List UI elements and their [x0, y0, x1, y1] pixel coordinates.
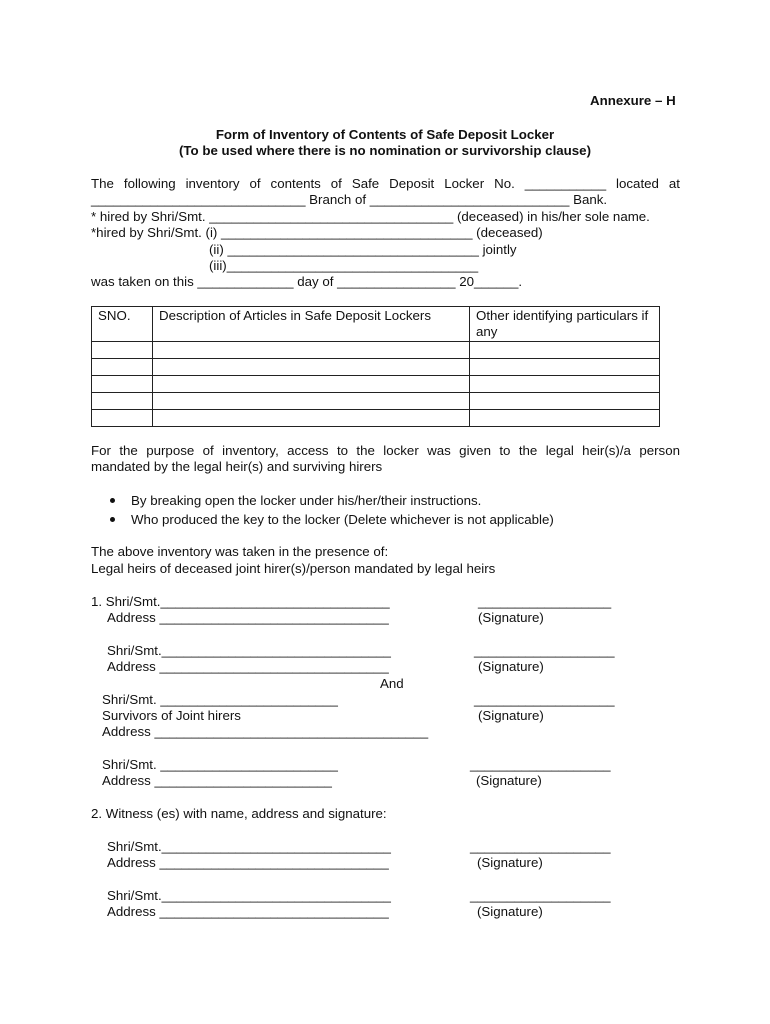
purpose-line-2: mandated by the legal heir(s) and surviving hirers	[91, 459, 383, 474]
table-cell[interactable]	[470, 342, 660, 359]
table-cell[interactable]	[92, 393, 153, 410]
survivor-2-address-field[interactable]: Address ________________________	[102, 773, 332, 788]
survivor-2-signature-line[interactable]: ___________________	[470, 757, 611, 772]
intro-line-5: (ii) __________________________________ jointly	[209, 242, 517, 257]
witness-1-address-field[interactable]: Address _______________________________	[107, 855, 389, 870]
intro-line-7: was taken on this _____________ day of ________________ 20______.	[91, 274, 523, 289]
header-sno: SNO.	[92, 307, 153, 342]
survivors-label: Survivors of Joint hirers	[102, 708, 241, 723]
intro-line-2: _____________________________ Branch of ___________________________ Bank.	[91, 192, 608, 207]
header-description: Description of Articles in Safe Deposit Lockers	[153, 307, 470, 342]
table-header-row	[92, 307, 660, 342]
survivor-1-signature-line[interactable]: ___________________	[474, 692, 615, 707]
table-cell[interactable]	[92, 359, 153, 376]
heir-2-address-field[interactable]: Address _______________________________	[107, 659, 389, 674]
witness-2-name-field[interactable]: Shri/Smt._______________________________	[107, 888, 391, 903]
table-row	[92, 393, 660, 410]
table-row	[92, 376, 660, 393]
presence-line-2: Legal heirs of deceased joint hirer(s)/person mandated by legal heirs	[91, 561, 496, 576]
heir-2-signature-label: (Signature)	[478, 659, 544, 674]
header-other-particulars: Other identifying particulars if any	[470, 307, 660, 342]
form-subtitle: (To be used where there is no nomination or survivorship clause)	[178, 143, 592, 158]
table-cell[interactable]	[92, 410, 153, 427]
witness-heading: 2. Witness (es) with name, address and signature:	[91, 806, 387, 821]
survivor-1-name-field[interactable]: Shri/Smt. ________________________	[102, 692, 338, 707]
intro-line-1: The following inventory of contents of Safe Deposit Locker No. ___________ located at	[91, 176, 680, 191]
survivor-2-signature-label: (Signature)	[476, 773, 542, 788]
table-cell[interactable]	[92, 342, 153, 359]
bullet-dot-icon	[110, 498, 115, 503]
witness-1-signature-line[interactable]: ___________________	[470, 839, 611, 854]
bullet-item-2: Who produced the key to the locker (Delete whichever is not applicable)	[131, 512, 554, 527]
inventory-table	[91, 306, 660, 427]
and-label: And	[380, 676, 404, 691]
survivor-1-address-field[interactable]: Address _____________________________________	[102, 724, 429, 739]
table-cell[interactable]	[153, 393, 470, 410]
table-cell[interactable]	[92, 376, 153, 393]
form-title: Form of Inventory of Contents of Safe Deposit Locker	[215, 127, 555, 142]
bullet-item-1: By breaking open the locker under his/her/their instructions.	[131, 493, 482, 508]
table-cell[interactable]	[153, 376, 470, 393]
intro-line-4: *hired by Shri/Smt. (i) __________________________________ (deceased)	[91, 225, 543, 240]
table-cell[interactable]	[153, 342, 470, 359]
heir-2-signature-line[interactable]: ___________________	[474, 643, 615, 658]
table-cell[interactable]	[470, 410, 660, 427]
heir-1-signature-line[interactable]: __________________	[478, 594, 612, 609]
witness-2-signature-line[interactable]: ___________________	[470, 888, 611, 903]
intro-line-3: * hired by Shri/Smt. _________________________________ (deceased) in his/her sole name.	[91, 209, 650, 224]
bullet-dot-icon	[110, 517, 115, 522]
purpose-line-1: For the purpose of inventory, access to the locker was given to the legal heir(s)/a person	[91, 443, 680, 458]
annexure-label: Annexure – H	[590, 93, 676, 108]
heir-2-name-field[interactable]: Shri/Smt._______________________________	[107, 643, 391, 658]
table-row	[92, 359, 660, 376]
witness-2-signature-label: (Signature)	[477, 904, 543, 919]
witness-1-name-field[interactable]: Shri/Smt._______________________________	[107, 839, 391, 854]
witness-1-signature-label: (Signature)	[477, 855, 543, 870]
table-row	[92, 342, 660, 359]
table-cell[interactable]	[153, 410, 470, 427]
survivor-1-signature-label: (Signature)	[478, 708, 544, 723]
witness-2-address-field[interactable]: Address _______________________________	[107, 904, 389, 919]
heir-1-name-field[interactable]: 1. Shri/Smt._______________________________	[91, 594, 390, 609]
table-row	[92, 410, 660, 427]
survivor-2-name-field[interactable]: Shri/Smt. ________________________	[102, 757, 338, 772]
table-cell[interactable]	[470, 376, 660, 393]
heir-1-signature-label: (Signature)	[478, 610, 544, 625]
table-cell[interactable]	[470, 359, 660, 376]
table-cell[interactable]	[153, 359, 470, 376]
heir-1-address-field[interactable]: Address _______________________________	[107, 610, 389, 625]
intro-line-6: (iii)__________________________________	[209, 258, 479, 273]
table-cell[interactable]	[470, 393, 660, 410]
presence-line-1: The above inventory was taken in the presence of:	[91, 544, 389, 559]
